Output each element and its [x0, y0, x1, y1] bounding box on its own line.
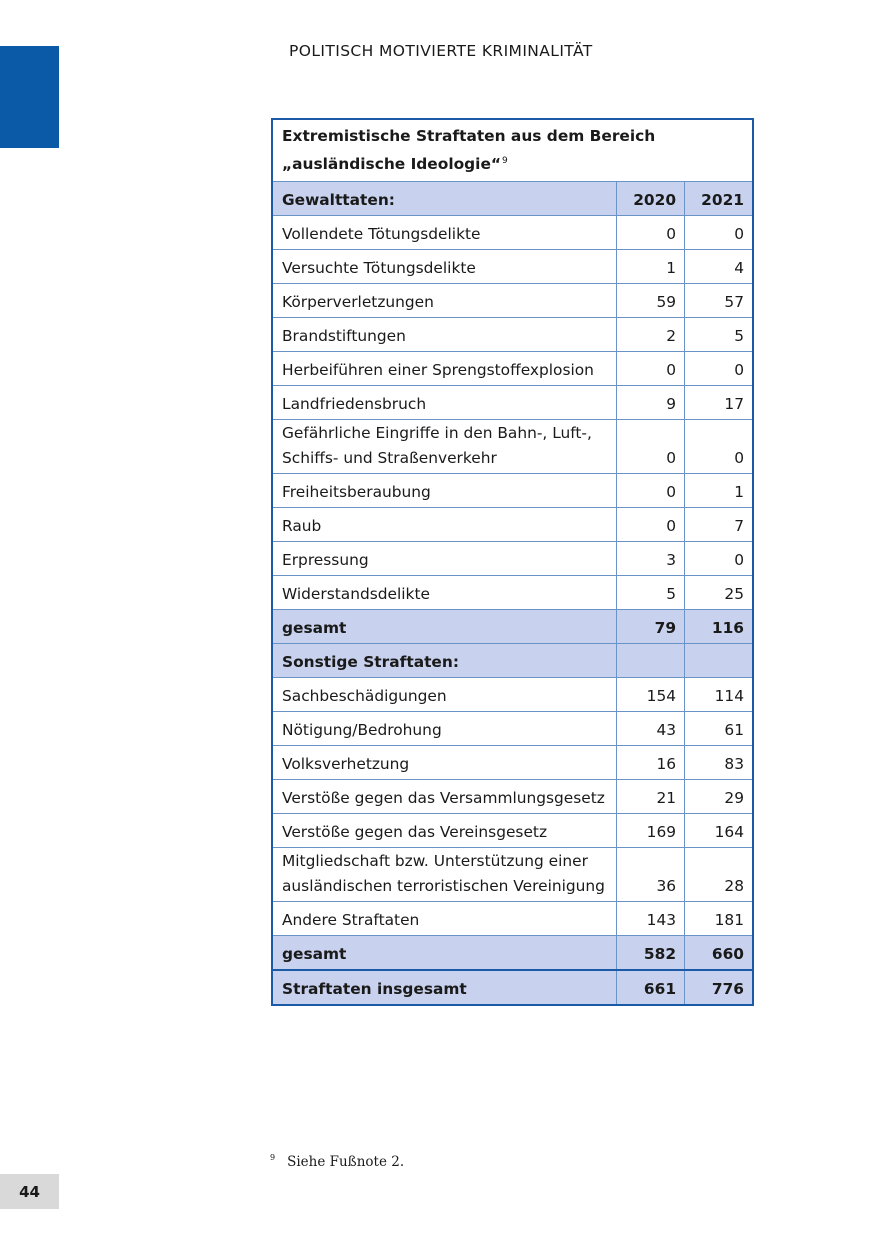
value-2020: 79 — [617, 610, 685, 644]
row-label: Volksverhetzung — [272, 746, 617, 780]
table-title-row — [272, 119, 753, 182]
year-2020-header: 2020 — [617, 182, 685, 216]
row-label: Gefährliche Eingriffe in den Bahn-, Luft-, Schiffs- und Straßenverkehr — [272, 420, 617, 474]
value-2021: 28 — [685, 848, 753, 902]
value-2020: 43 — [617, 712, 685, 746]
row-label: Widerstandsdelikte — [272, 576, 617, 610]
row-label: gesamt — [272, 610, 617, 644]
row-label: Nötigung/Bedrohung — [272, 712, 617, 746]
row-label: Erpressung — [272, 542, 617, 576]
value-2021: 0 — [685, 542, 753, 576]
footnote-mark: 9 — [270, 1153, 276, 1162]
table-row — [272, 576, 753, 610]
table-row — [272, 352, 753, 386]
row-label: Körperverletzungen — [272, 284, 617, 318]
value-2020: 154 — [617, 678, 685, 712]
other-total-row — [272, 936, 753, 971]
row-label: gesamt — [272, 936, 617, 971]
value-2021: 116 — [685, 610, 753, 644]
table-row — [272, 216, 753, 250]
value-2021: 1 — [685, 474, 753, 508]
value-2021: 7 — [685, 508, 753, 542]
row-label: Herbeiführen einer Sprengstoffexplosion — [272, 352, 617, 386]
value-2020: 2 — [617, 318, 685, 352]
value-2021: 181 — [685, 902, 753, 936]
row-label: Andere Straftaten — [272, 902, 617, 936]
row-label: Raub — [272, 508, 617, 542]
table-row — [272, 678, 753, 712]
value-2021: 57 — [685, 284, 753, 318]
value-2020: 143 — [617, 902, 685, 936]
table-row — [272, 318, 753, 352]
table-row — [272, 474, 753, 508]
value-2020: 9 — [617, 386, 685, 420]
value-2021: 776 — [685, 970, 753, 1005]
value-2020: 0 — [617, 352, 685, 386]
value-2020: 0 — [617, 508, 685, 542]
row-label: Verstöße gegen das Vereinsgesetz — [272, 814, 617, 848]
value-2020: 21 — [617, 780, 685, 814]
row-label: Mitgliedschaft bzw. Unterstützung einer ausländischen terroristischen Vereinigung — [272, 848, 617, 902]
empty-cell — [685, 644, 753, 678]
value-2021: 164 — [685, 814, 753, 848]
table-row — [272, 712, 753, 746]
row-label: Sachbeschädigungen — [272, 678, 617, 712]
title-footnote-ref: 9 — [502, 156, 508, 166]
table-title — [272, 119, 753, 182]
value-2021: 4 — [685, 250, 753, 284]
table-row — [272, 814, 753, 848]
chapter-tab-marker — [0, 46, 59, 148]
table-row — [272, 284, 753, 318]
value-2020: 0 — [617, 420, 685, 474]
value-2020: 0 — [617, 474, 685, 508]
row-label: Freiheitsberaubung — [272, 474, 617, 508]
value-2020: 59 — [617, 284, 685, 318]
value-2021: 660 — [685, 936, 753, 971]
value-2021: 25 — [685, 576, 753, 610]
table-row — [272, 542, 753, 576]
violent-heading: Gewalttaten: — [272, 182, 617, 216]
other-heading-row — [272, 644, 753, 678]
table-row — [272, 420, 753, 474]
value-2021: 17 — [685, 386, 753, 420]
footnote-text: Siehe Fußnote 2. — [287, 1154, 405, 1170]
value-2021: 0 — [685, 420, 753, 474]
table-row — [272, 386, 753, 420]
table-row — [272, 746, 753, 780]
table-row — [272, 780, 753, 814]
page-number: 44 — [0, 1174, 59, 1209]
value-2020: 5 — [617, 576, 685, 610]
table-row — [272, 848, 753, 902]
table-row — [272, 250, 753, 284]
violent-heading-row — [272, 182, 753, 216]
table-row — [272, 902, 753, 936]
running-header: POLITISCH MOTIVIERTE KRIMINALITÄT — [289, 42, 593, 60]
row-label: Verstöße gegen das Versammlungsgesetz — [272, 780, 617, 814]
value-2021: 61 — [685, 712, 753, 746]
value-2020: 36 — [617, 848, 685, 902]
violent-total-row — [272, 610, 753, 644]
value-2021: 114 — [685, 678, 753, 712]
value-2020: 0 — [617, 216, 685, 250]
grand-total-row — [272, 970, 753, 1005]
value-2021: 29 — [685, 780, 753, 814]
value-2020: 3 — [617, 542, 685, 576]
value-2021: 0 — [685, 216, 753, 250]
empty-cell — [617, 644, 685, 678]
value-2021: 83 — [685, 746, 753, 780]
row-label: Versuchte Tötungsdelikte — [272, 250, 617, 284]
table-title-text: Extremistische Straftaten aus dem Bereich „ausländische Ideologie“ — [282, 127, 656, 173]
value-2020: 16 — [617, 746, 685, 780]
value-2021: 5 — [685, 318, 753, 352]
value-2020: 582 — [617, 936, 685, 971]
row-label: Brandstiftungen — [272, 318, 617, 352]
row-label: Straftaten insgesamt — [272, 970, 617, 1005]
row-label: Landfriedensbruch — [272, 386, 617, 420]
value-2020: 661 — [617, 970, 685, 1005]
other-heading: Sonstige Straftaten: — [272, 644, 617, 678]
year-2021-header: 2021 — [685, 182, 753, 216]
table-row — [272, 508, 753, 542]
value-2020: 169 — [617, 814, 685, 848]
footnote — [270, 1153, 404, 1170]
offences-table — [271, 118, 754, 1006]
value-2020: 1 — [617, 250, 685, 284]
value-2021: 0 — [685, 352, 753, 386]
row-label: Vollendete Tötungsdelikte — [272, 216, 617, 250]
